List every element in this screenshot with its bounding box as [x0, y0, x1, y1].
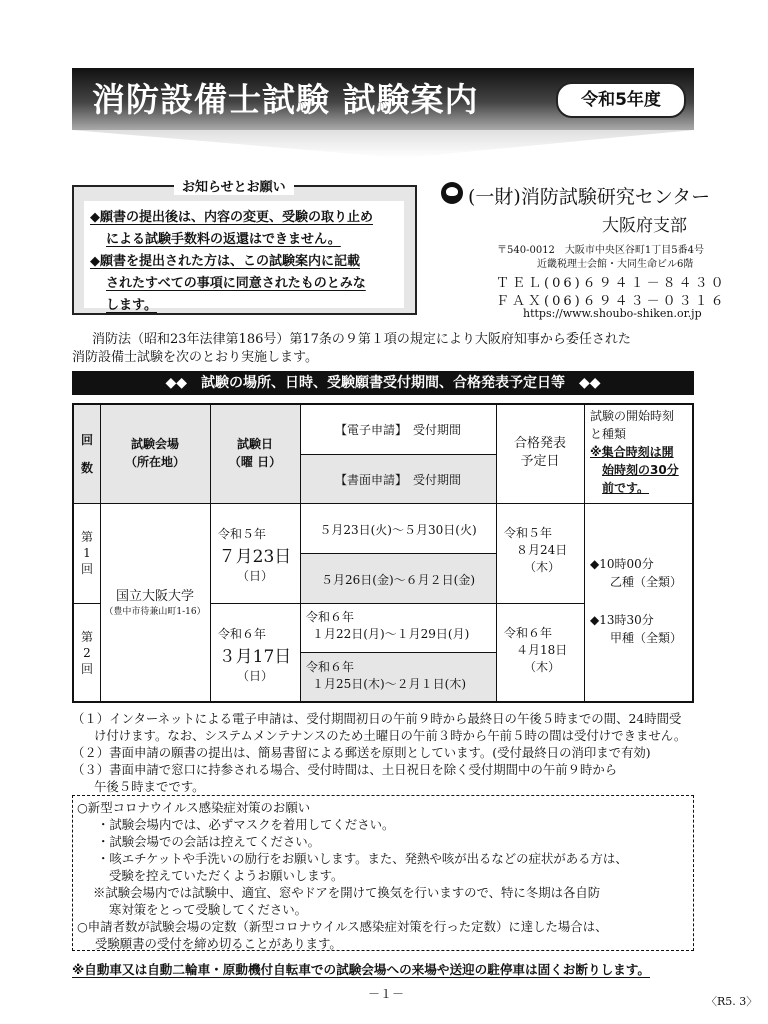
notice-title: お知らせとお願い: [174, 176, 294, 195]
exam-type: 乙種（全類）: [610, 575, 683, 589]
schedule-table: [72, 403, 694, 703]
exam-weekday: （日）: [236, 669, 273, 683]
covid-line: ※試験会場内では試験中、適宜、窓やドアを開けて換気を行いますので、特に冬期は各自防: [93, 885, 601, 900]
announce-date: ４月18日: [516, 643, 568, 657]
start-time-2: [590, 611, 690, 647]
exam-date-1: [210, 525, 300, 584]
notice-line: します。: [106, 298, 157, 313]
revision-label: 〈R5. 3〉: [706, 995, 758, 1008]
start-time-1: [590, 555, 690, 591]
covid-line: ○申請者数が試験会場の定数（新型コロナウイルス感染症対策を行った定数）に達した場合は、: [77, 919, 608, 934]
round-1-label: [74, 529, 100, 577]
header-paper-period: 【書面申請】 受付期間: [334, 473, 461, 487]
round-2-label: [74, 629, 100, 677]
covid-line: ○新型コロナウイルス感染症対策のお願い: [77, 800, 311, 815]
exam-type: 甲種（全類）: [610, 631, 683, 645]
notice-line: ◆願書の提出後は、内容の変更、受験の取り止め: [90, 210, 373, 225]
header-exam-date: [210, 435, 300, 471]
organization-address: 〒540-0012 大阪市中央区谷町1丁目5番4号: [497, 245, 705, 256]
note-line: 午後５時までです。: [94, 779, 205, 794]
header-round-line2: 数: [80, 461, 93, 475]
header-announce: [496, 435, 584, 471]
exam-date: ７月23日: [218, 547, 292, 567]
header-start-note: ※集合時刻は開: [590, 445, 674, 459]
organization-branch: 大阪府支部: [602, 216, 687, 236]
electronic-period-2: [306, 609, 496, 643]
round-char: 第: [80, 530, 93, 544]
announce-era: 令和５年: [504, 526, 553, 540]
exam-date-2: [210, 625, 300, 684]
covid-notice-box: [72, 795, 694, 951]
venue-address: （豊中市待兼山町1-16）: [104, 607, 206, 617]
organization-name: (一財)消防試験研究センター: [468, 186, 711, 208]
notice-line: による試験手数料の返還はできません。: [106, 232, 341, 247]
paper-period-1: ５月26日(金)～６月２日(金): [321, 573, 475, 587]
header-electronic-period: 【電子申請】 受付期間: [334, 423, 461, 437]
round-char: 1: [83, 546, 91, 560]
notice-line: されたすべての事項に同意されたものとみな: [106, 276, 366, 291]
covid-line: 受験を控えていただくようお願いします。: [109, 868, 344, 883]
organization-url[interactable]: https://www.shoubo-shiken.or.jp: [523, 307, 702, 320]
title-banner: [72, 68, 694, 130]
header-start-time: [590, 407, 692, 497]
notice-box: [72, 180, 417, 315]
start-time: ◆13時30分: [590, 613, 654, 627]
note-line: （３）書面申請で窓口に持参される場合、受付時間は、土日祝日を除く受付期間中の午前９時から: [72, 762, 618, 777]
covid-line: ・咳エチケットや手洗いの励行をお願いします。また、発熱や咳が出るなどの症状がある方は、: [97, 851, 628, 866]
period-era: 令和６年: [306, 610, 355, 624]
section-heading: ◆◆ 試験の場所、日時、受験願書受付期間、合格発表予定日等 ◆◆: [72, 371, 694, 395]
venue-cell: [100, 585, 210, 617]
period-range: １月25日(木)～２月１日(木): [312, 677, 466, 691]
parking-warning: ※自動車又は自動二輪車・原動機付自転車での試験会場への来場や送迎の駐停車は固くお断りします。: [72, 962, 650, 977]
paper-period-2: [306, 659, 496, 693]
header-announce-line1: 合格発表: [513, 436, 566, 451]
announce-date: ８月24日: [516, 543, 568, 557]
header-start-line: と種類: [590, 427, 627, 441]
page-number: －１－: [368, 987, 405, 1001]
header-start-line: 試験の開始時刻: [590, 409, 675, 423]
round-char: 第: [80, 630, 93, 644]
intro-line: 消防設備士試験を次のとおり実施します。: [72, 350, 318, 365]
announce-date-1: [504, 525, 584, 576]
round-char: 2: [83, 646, 91, 660]
note-line: （２）書面申請の願書の提出は、簡易書留による郵送を原則としています。(受付最終日の消印まで有効): [72, 745, 651, 760]
period-era: 令和６年: [306, 660, 355, 674]
announce-era: 令和６年: [504, 626, 553, 640]
header-round: [74, 431, 100, 477]
covid-line: 寒対策をとって受験してください。: [109, 902, 308, 917]
start-time: ◆10時00分: [590, 557, 654, 571]
covid-line: 受験願書の受付を締め切ることがあります。: [95, 936, 342, 951]
page-title: 消防設備士試験 試験案内: [92, 80, 479, 119]
note-line: け付けます。なお、システムメンテナンスのため土曜日の午前３時から午前５時の間は受付けできません。: [94, 728, 687, 743]
header-venue: [100, 435, 210, 471]
announce-weekday: （木）: [524, 660, 561, 674]
announce-weekday: （木）: [524, 560, 561, 574]
header-date-line2: （曜 日）: [228, 455, 282, 469]
venue-name: 国立大阪大学: [115, 589, 194, 604]
header-start-note: 前です。: [602, 481, 650, 495]
notice-line: ◆願書を提出された方は、この試験案内に記載: [90, 254, 360, 269]
exam-weekday: （日）: [236, 569, 273, 583]
notice-content: [84, 201, 404, 313]
organization-fax: ＦＡＸ(06)６９４３－０３１６: [496, 294, 727, 309]
exam-era: 令和６年: [218, 627, 267, 641]
intro-line: 消防法（昭和23年法律第186号）第17条の９第１項の規定により大阪府知事から委任された: [92, 332, 631, 347]
organization-building: 近畿税理士会館・大同生命ビル6階: [537, 259, 694, 270]
header-round-line1: 回: [80, 433, 93, 447]
year-badge: 令和5年度: [556, 82, 686, 118]
header-venue-line1: 試験会場: [130, 437, 179, 451]
electronic-period-1: ５月23日(火)～５月30日(火): [319, 523, 477, 537]
header-announce-line2: 予定日: [520, 454, 560, 469]
header-start-note: 始時刻の30分: [602, 463, 679, 477]
header-date-line1: 試験日: [236, 437, 273, 451]
round-char: 回: [80, 662, 93, 676]
note-line: （１）インターネットによる電子申請は、受付期間初日の午前９時から最終日の午後５時までの間、24時間受: [72, 711, 682, 726]
header-venue-line2: （所在地）: [124, 455, 185, 469]
exam-date: ３月17日: [218, 647, 292, 667]
round-char: 回: [80, 562, 93, 576]
covid-line: ・試験会場での会話は控えてください。: [97, 834, 321, 849]
period-range: １月22日(月)～１月29日(月): [312, 627, 470, 641]
announce-date-2: [504, 625, 584, 676]
covid-line: ・試験会場内では、必ずマスクを着用してください。: [97, 817, 395, 832]
organization-tel: ＴＥＬ(06)６９４１－８４３０: [496, 276, 727, 291]
organization-logo-icon: [441, 182, 463, 204]
exam-era: 令和５年: [218, 527, 267, 541]
